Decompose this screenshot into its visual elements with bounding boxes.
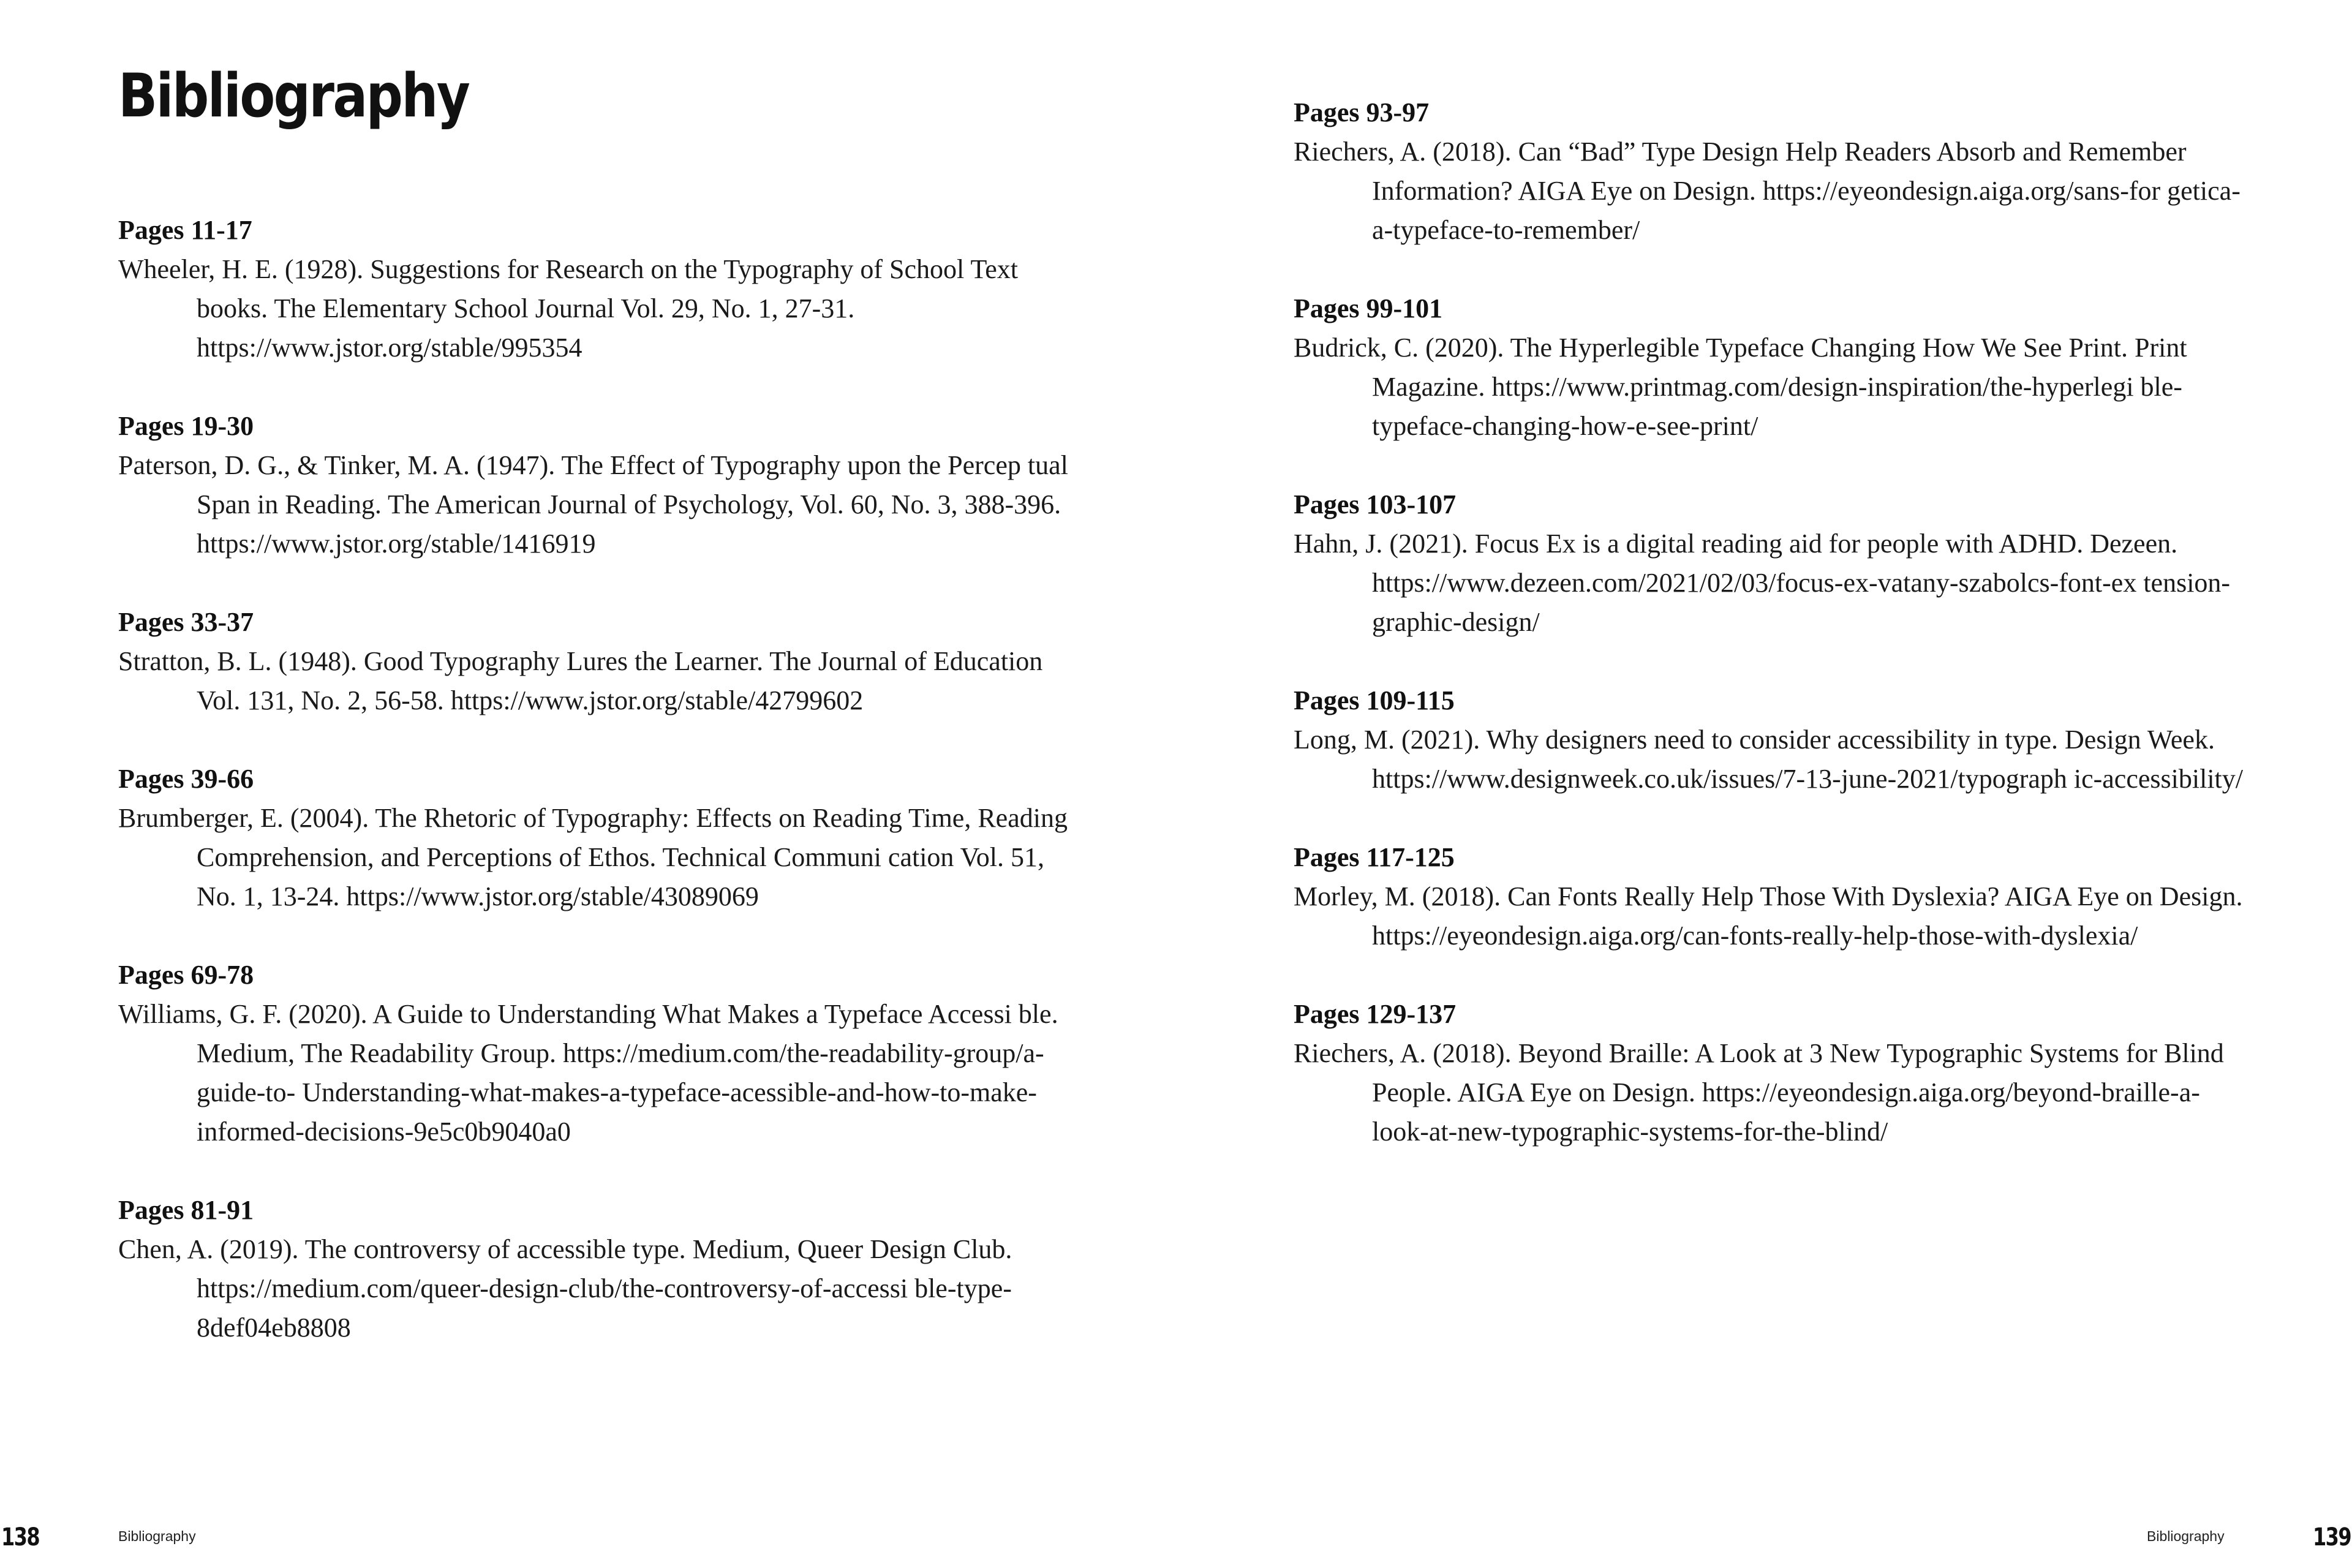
- bibliography-entry: [1294, 838, 2249, 956]
- bibliography-entry: [118, 407, 1074, 564]
- entry-pages-heading: Pages 39-66: [118, 764, 254, 794]
- entry-citation: Brumberger, E. (2004). The Rhetoric of Typography: Effects on Reading Time, Reading Comprehension, and Perceptions of Ethos. Technical Communi cation Vol. 51, No. 1, 13-24. https://www.jstor.org/stable/43089069: [118, 803, 1068, 911]
- page-title: Bibliography: [118, 61, 469, 131]
- entry-pages-heading: Pages 109-115: [1294, 685, 1455, 715]
- entry-citation: Long, M. (2021). Why designers need to consider accessibility in type. Design Week. https://www.designweek.co.uk/issues/7-13-june-2021/typograph ic-accessibility/: [1294, 725, 2243, 794]
- entry-pages-heading: Pages 103-107: [1294, 489, 1457, 519]
- entry-pages-heading: Pages 93-97: [1294, 97, 1430, 127]
- entry-citation: Morley, M. (2018). Can Fonts Really Help Those With Dyslexia? AIGA Eye on Design. https://eyeondesign.aiga.org/can-fonts-really-help-those-with-dyslexia/: [1294, 881, 2243, 951]
- bibliography-list-right: [1294, 93, 2249, 1191]
- entry-pages-heading: Pages 19-30: [118, 411, 254, 441]
- running-footer: Bibliography: [2147, 1528, 2225, 1544]
- entry-citation: Wheeler, H. E. (1928). Suggestions for Research on the Typography of School Text books. The Elementary School Journal Vol. 29, No. 1, 27-31. https://www.jstor.org/stable/995354: [118, 254, 1019, 363]
- bibliography-entry: [1294, 289, 2249, 446]
- entry-citation: Hahn, J. (2021). Focus Ex is a digital reading aid for people with ADHD. Dezeen. https://www.dezeen.com/2021/02/03/focus-ex-vatany-szabolcs-font-ex tension-graphic-design/: [1294, 529, 2231, 637]
- bibliography-entry: [118, 1191, 1074, 1348]
- entry-pages-heading: Pages 81-91: [118, 1195, 254, 1225]
- entry-pages-heading: Pages 117-125: [1294, 842, 1455, 872]
- entry-citation: Riechers, A. (2018). Beyond Braille: A Look at 3 New Typographic Systems for Blind People. AIGA Eye on Design. https://eyeondesign.aiga.org/beyond-braille-a-look-at-new-typographic-systems-for-the-blind/: [1294, 1038, 2224, 1147]
- entry-pages-heading: Pages 33-37: [118, 607, 254, 637]
- page-number: 138: [1, 1523, 39, 1551]
- right-page: [1176, 0, 2352, 1568]
- entry-citation: Paterson, D. G., & Tinker, M. A. (1947). The Effect of Typography upon the Percep tual Span in Reading. The American Journal of Psychology, Vol. 60, No. 3, 388-396. https://www.jstor.org/stable/1416919: [118, 450, 1068, 559]
- entry-pages-heading: Pages 11-17: [118, 215, 252, 245]
- bibliography-entry: [118, 956, 1074, 1152]
- entry-pages-heading: Pages 69-78: [118, 960, 254, 990]
- bibliography-entry: [118, 760, 1074, 916]
- running-footer: Bibliography: [118, 1528, 196, 1544]
- entry-citation: Williams, G. F. (2020). A Guide to Understanding What Makes a Typeface Accessi ble. Medium, The Readability Group. https://medium.com/the-readability-group/a-guide-to- Understanding-what-makes-a-typeface-acessible-and-how-to-make-informed-decisions-9e5c0b9040a0: [118, 999, 1058, 1147]
- page-number: 139: [2313, 1523, 2351, 1551]
- bibliography-entry: [118, 603, 1074, 720]
- entry-pages-heading: Pages 129-137: [1294, 999, 1457, 1029]
- bibliography-entry: [1294, 681, 2249, 799]
- entry-citation: Stratton, B. L. (1948). Good Typography Lures the Learner. The Journal of Education Vol. 131, No. 2, 56-58. https://www.jstor.org/stable/42799602: [118, 646, 1043, 715]
- bibliography-entry: [1294, 93, 2249, 250]
- entry-citation: Chen, A. (2019). The controversy of accessible type. Medium, Queer Design Club. https://medium.com/queer-design-club/the-controversy-of-accessi ble-type-8def04eb8808: [118, 1234, 1012, 1343]
- bibliography-entry: [1294, 995, 2249, 1152]
- bibliography-entry: [1294, 485, 2249, 642]
- entry-pages-heading: Pages 99-101: [1294, 293, 1443, 323]
- bibliography-entry: [118, 211, 1074, 368]
- bibliography-list-left: [118, 211, 1074, 1387]
- entry-citation: Riechers, A. (2018). Can “Bad” Type Design Help Readers Absorb and Remember Information? AIGA Eye on Design. https://eyeondesign.aiga.org/sans-for getica-a-typeface-to-remember/: [1294, 137, 2241, 245]
- entry-citation: Budrick, C. (2020). The Hyperlegible Typeface Changing How We See Print. Print Magazine. https://www.printmag.com/design-inspiration/the-hyperlegi ble-typeface-changing-how-e-see-print/: [1294, 333, 2187, 441]
